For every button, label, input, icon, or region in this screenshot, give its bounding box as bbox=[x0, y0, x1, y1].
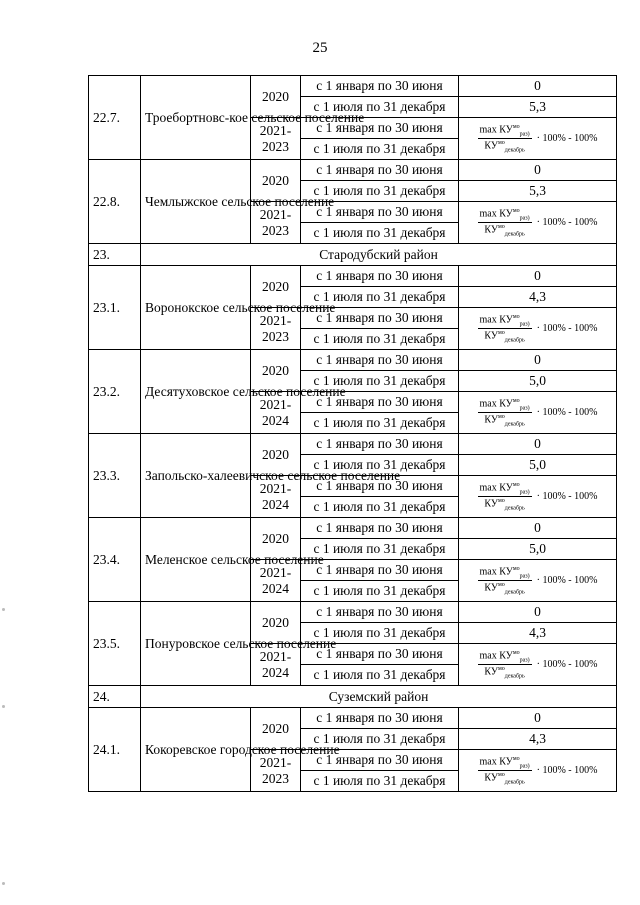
growth-formula: $\frac{\max КУ^{мо}_{раз)}}{КУ^{мо}_{декабрь}}$ · 100% - 100% bbox=[479, 481, 598, 512]
table-row bbox=[89, 160, 617, 181]
period-cell: с 1 января по 30 июня bbox=[301, 202, 459, 223]
period-cell: с 1 июля по 31 декабря bbox=[301, 497, 459, 518]
table-row bbox=[89, 708, 617, 729]
scan-dot bbox=[2, 882, 5, 885]
value-cell: 5,3 bbox=[459, 97, 617, 118]
settlement-name: Чемлыжское сельское поселение bbox=[141, 160, 251, 244]
year-cell: 2020 bbox=[251, 434, 301, 476]
period-cell: с 1 января по 30 июня bbox=[301, 708, 459, 729]
year-cell: 2020 bbox=[251, 518, 301, 560]
period-cell: с 1 января по 30 июня bbox=[301, 518, 459, 539]
period-cell: с 1 января по 30 июня bbox=[301, 350, 459, 371]
settlement-number: 22.7. bbox=[89, 76, 141, 160]
year-cell: 2020 bbox=[251, 76, 301, 118]
value-cell: 4,3 bbox=[459, 287, 617, 308]
year-cell: 2020 bbox=[251, 350, 301, 392]
year-cell: 2020 bbox=[251, 266, 301, 308]
period-cell: с 1 января по 30 июня bbox=[301, 560, 459, 581]
period-cell: с 1 января по 30 июня bbox=[301, 644, 459, 665]
value-cell: 0 bbox=[459, 160, 617, 181]
settlement-name: Десятуховское сельское поселение bbox=[141, 350, 251, 434]
period-cell: с 1 июля по 31 декабря bbox=[301, 729, 459, 750]
period-cell: с 1 января по 30 июня bbox=[301, 476, 459, 497]
formula-cell bbox=[459, 202, 617, 244]
period-cell: с 1 января по 30 июня bbox=[301, 118, 459, 139]
value-cell: 0 bbox=[459, 76, 617, 97]
table-row bbox=[89, 518, 617, 539]
period-cell: с 1 июля по 31 декабря bbox=[301, 181, 459, 202]
formula-cell bbox=[459, 560, 617, 602]
period-cell: с 1 января по 30 июня bbox=[301, 392, 459, 413]
settlement-number: 23.2. bbox=[89, 350, 141, 434]
region-name: Стародубский район bbox=[141, 244, 617, 266]
year-range-cell: 2021- 2023 bbox=[251, 202, 301, 244]
period-cell: с 1 июля по 31 декабря bbox=[301, 139, 459, 160]
settlement-number: 24.1. bbox=[89, 708, 141, 792]
region-number: 23. bbox=[89, 244, 141, 266]
table-row bbox=[89, 266, 617, 287]
value-cell: 0 bbox=[459, 518, 617, 539]
scan-dot bbox=[2, 608, 5, 611]
table-row bbox=[89, 76, 617, 97]
settlement-number: 22.8. bbox=[89, 160, 141, 244]
value-cell: 0 bbox=[459, 602, 617, 623]
year-range-cell: 2021- 2024 bbox=[251, 476, 301, 518]
settlement-number: 23.5. bbox=[89, 602, 141, 686]
value-cell: 5,3 bbox=[459, 181, 617, 202]
value-cell: 0 bbox=[459, 434, 617, 455]
formula-cell bbox=[459, 392, 617, 434]
year-cell: 2020 bbox=[251, 160, 301, 202]
scan-dot bbox=[2, 705, 5, 708]
settlement-name: Понуровское сельское поселение bbox=[141, 602, 251, 686]
formula-cell bbox=[459, 476, 617, 518]
period-cell: с 1 января по 30 июня bbox=[301, 76, 459, 97]
year-cell: 2020 bbox=[251, 708, 301, 750]
table-row bbox=[89, 602, 617, 623]
period-cell: с 1 июля по 31 декабря bbox=[301, 455, 459, 476]
value-cell: 5,0 bbox=[459, 455, 617, 476]
formula-cell bbox=[459, 308, 617, 350]
year-range-cell: 2021- 2023 bbox=[251, 118, 301, 160]
period-cell: с 1 июля по 31 декабря bbox=[301, 97, 459, 118]
table-row bbox=[89, 350, 617, 371]
region-row bbox=[89, 686, 617, 708]
settlement-name: Меленское сельское поселение bbox=[141, 518, 251, 602]
growth-formula: $\frac{\max КУ^{мо}_{раз)}}{КУ^{мо}_{декабрь}}$ · 100% - 100% bbox=[479, 755, 598, 786]
growth-formula: $\frac{\max КУ^{мо}_{раз)}}{КУ^{мо}_{декабрь}}$ · 100% - 100% bbox=[479, 123, 598, 154]
settlement-number: 23.4. bbox=[89, 518, 141, 602]
period-cell: с 1 июля по 31 декабря bbox=[301, 287, 459, 308]
period-cell: с 1 июля по 31 декабря bbox=[301, 665, 459, 686]
tariff-table bbox=[88, 75, 617, 792]
growth-formula: $\frac{\max КУ^{мо}_{раз)}}{КУ^{мо}_{декабрь}}$ · 100% - 100% bbox=[479, 397, 598, 428]
value-cell: 0 bbox=[459, 708, 617, 729]
value-cell: 4,3 bbox=[459, 729, 617, 750]
settlement-name: Воронокское сельское поселение bbox=[141, 266, 251, 350]
settlement-number: 23.3. bbox=[89, 434, 141, 518]
period-cell: с 1 июля по 31 декабря bbox=[301, 413, 459, 434]
settlement-name: Троебортновс-кое сельское поселение bbox=[141, 76, 251, 160]
period-cell: с 1 января по 30 июня bbox=[301, 266, 459, 287]
table-row bbox=[89, 434, 617, 455]
settlement-number: 23.1. bbox=[89, 266, 141, 350]
year-range-cell: 2021- 2024 bbox=[251, 560, 301, 602]
year-range-cell: 2021- 2023 bbox=[251, 750, 301, 792]
period-cell: с 1 января по 30 июня bbox=[301, 160, 459, 181]
year-range-cell: 2021- 2023 bbox=[251, 308, 301, 350]
period-cell: с 1 июля по 31 декабря bbox=[301, 771, 459, 792]
value-cell: 5,0 bbox=[459, 371, 617, 392]
growth-formula: $\frac{\max КУ^{мо}_{раз)}}{КУ^{мо}_{декабрь}}$ · 100% - 100% bbox=[479, 313, 598, 344]
period-cell: с 1 января по 30 июня bbox=[301, 602, 459, 623]
value-cell: 0 bbox=[459, 350, 617, 371]
formula-cell bbox=[459, 644, 617, 686]
period-cell: с 1 июля по 31 декабря bbox=[301, 371, 459, 392]
settlement-name: Запольско-халеевичское сельское поселение bbox=[141, 434, 251, 518]
growth-formula: $\frac{\max КУ^{мо}_{раз)}}{КУ^{мо}_{декабрь}}$ · 100% - 100% bbox=[479, 207, 598, 238]
period-cell: с 1 июля по 31 декабря bbox=[301, 329, 459, 350]
growth-formula: $\frac{\max КУ^{мо}_{раз)}}{КУ^{мо}_{декабрь}}$ · 100% - 100% bbox=[479, 649, 598, 680]
year-cell: 2020 bbox=[251, 602, 301, 644]
year-range-cell: 2021- 2024 bbox=[251, 644, 301, 686]
period-cell: с 1 января по 30 июня bbox=[301, 434, 459, 455]
period-cell: с 1 июля по 31 декабря bbox=[301, 223, 459, 244]
region-name: Суземский район bbox=[141, 686, 617, 708]
year-range-cell: 2021- 2024 bbox=[251, 392, 301, 434]
growth-formula: $\frac{\max КУ^{мо}_{раз)}}{КУ^{мо}_{декабрь}}$ · 100% - 100% bbox=[479, 565, 598, 596]
period-cell: с 1 января по 30 июня bbox=[301, 308, 459, 329]
value-cell: 0 bbox=[459, 266, 617, 287]
value-cell: 4,3 bbox=[459, 623, 617, 644]
region-row bbox=[89, 244, 617, 266]
region-number: 24. bbox=[89, 686, 141, 708]
formula-cell bbox=[459, 750, 617, 792]
period-cell: с 1 января по 30 июня bbox=[301, 750, 459, 771]
period-cell: с 1 июля по 31 декабря bbox=[301, 623, 459, 644]
formula-cell bbox=[459, 118, 617, 160]
page-number: 25 bbox=[312, 40, 328, 56]
period-cell: с 1 июля по 31 декабря bbox=[301, 539, 459, 560]
settlement-name: Кокоревское городское поселение bbox=[141, 708, 251, 792]
period-cell: с 1 июля по 31 декабря bbox=[301, 581, 459, 602]
value-cell: 5,0 bbox=[459, 539, 617, 560]
